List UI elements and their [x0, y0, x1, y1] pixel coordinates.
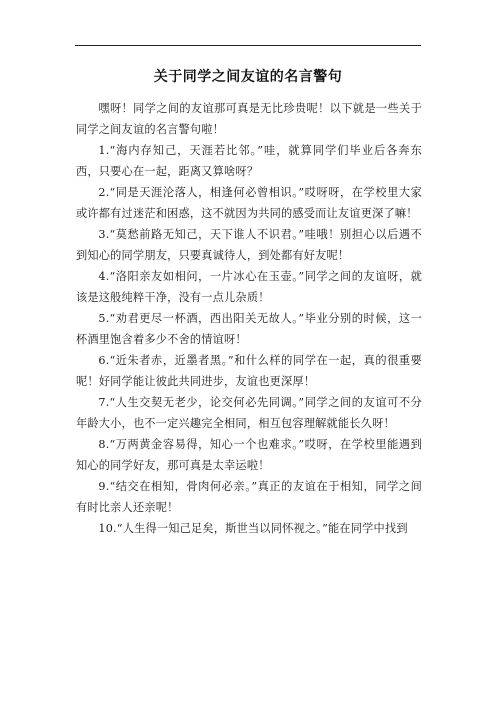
header-rule — [75, 45, 421, 46]
quote-paragraph-1: 1.“海内存知己，天涯若比邻。”哇，就算同学们毕业后各奔东西，只要心在一起，距离又算啥呀？ — [76, 144, 422, 178]
quote-paragraph-10: 10.“人生得一知己足矣，斯世当以同怀视之。”能在同学中找到 — [98, 522, 408, 535]
quote-paragraph-2: 2.“同是天涯沦落人，相逢何必曾相识。”哎呀呀，在学校里大家或许都有过迷茫和困惑，这不就因为共同的感受而让友谊更深了嘛！ — [76, 186, 422, 220]
intro-paragraph: 嘿呀！同学之间的友谊那可真是无比珍贵呢！以下就是一些关于同学之间友谊的名言警句啦！ — [76, 102, 422, 136]
quote-paragraph-5: 5.“劝君更尽一杯酒，西出阳关无故人。”毕业分别的时候，这一杯酒里饱含着多少不舍的情谊呀！ — [76, 312, 422, 346]
quote-paragraph-9: 9.“结交在相知，骨肉何必亲。”真正的友谊在于相知，同学之间有时比亲人还亲呢！ — [76, 480, 422, 514]
quote-paragraph-7: 7.“人生交契无老少，论交何必先同调。”同学之间的友谊可不分年龄大小，也不一定兴趣完全相同，相互包容理解就能长久呀！ — [76, 396, 422, 430]
quote-paragraph-3: 3.“莫愁前路无知己，天下谁人不识君。”哇哦！别担心以后遇不到知心的同学朋友，只要真诚待人，到处都有好友呢！ — [76, 228, 422, 262]
document-title: 关于同学之间友谊的名言警句 — [153, 69, 343, 85]
quote-paragraph-8: 8.“万两黄金容易得，知心一个也难求。”哎呀，在学校里能遇到知心的同学好友，那可真是太幸运啦！ — [76, 438, 422, 472]
document-body — [76, 98, 422, 539]
quote-paragraph-4: 4.“洛阳亲友如相问，一片冰心在玉壶。”同学之间的友谊呀，就该是这般纯粹干净，没有一点儿杂质！ — [76, 270, 422, 304]
quote-paragraph-6: 6.“近朱者赤，近墨者黑。”和什么样的同学在一起，真的很重要呢！好同学能让彼此共同进步，友谊也更深厚！ — [76, 354, 422, 388]
